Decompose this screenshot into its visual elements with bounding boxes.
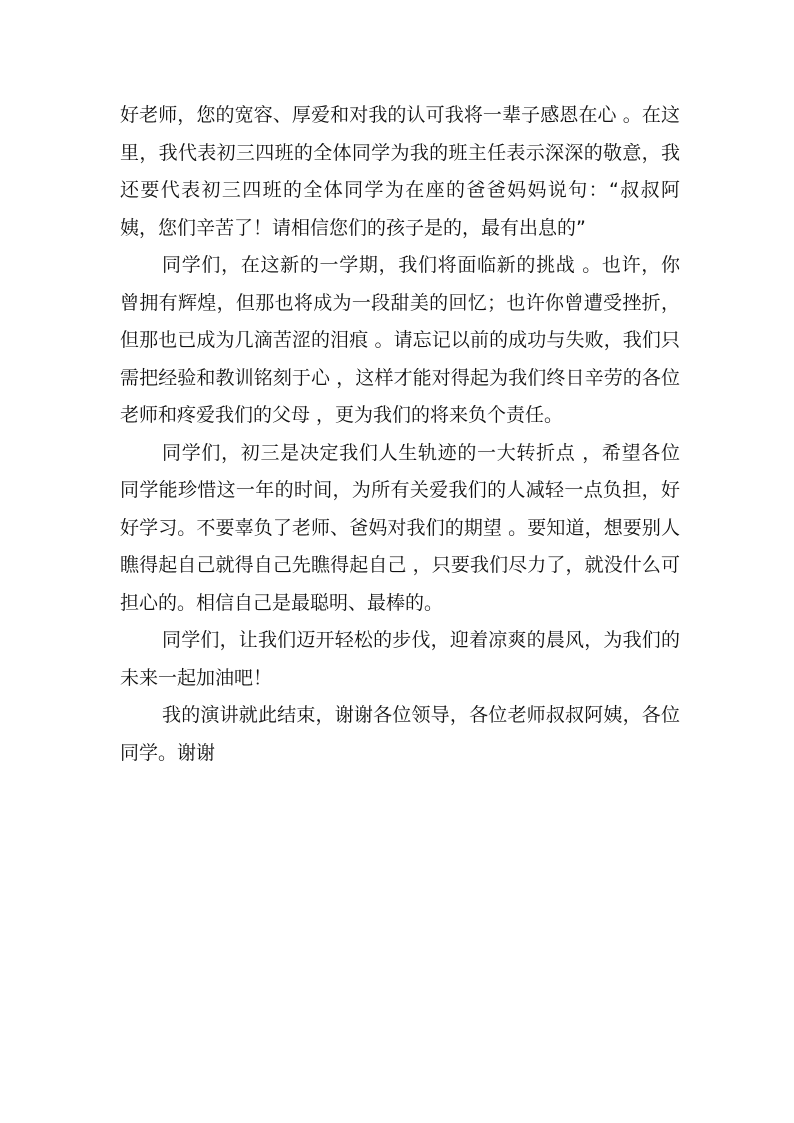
- paragraph-closing-thanks-teacher: 好老师，您的宽容、厚爱和对我的认可我将一辈子感恩在心 。在这里，我代表初三四班的全体同学为我的班主任表示深深的敬意，我还要代表初三四班的全体同学为在座的爸爸妈妈说句：“叔叔阿姨，您们辛苦了！请相信您们的孩子是的，最有出息的”: [120, 104, 680, 239]
- document-body: [120, 97, 680, 772]
- paragraph-new-semester: 同学们，在这新的一学期，我们将面临新的挑战 。也许，你曾拥有辉煌，但那也将成为一段甜美的回忆；也许你曾遭受挫折，但那也已成为几滴苦涩的泪痕 。请忘记以前的成功与失败，我们只需把经验和教训铭刻于心 ，这样才能对得起为我们终日辛劳的各位老师和疼爱我们的父母 ，更为我们的将来负个责任。: [120, 254, 680, 426]
- paragraph-turning-point: 同学们，初三是决定我们人生轨迹的一大转折点 ，希望各位同学能珍惜这一年的时间，为所有关爱我们的人减轻一点负担，好好学习。不要辜负了老师、爸妈对我们的期望 。要知道，想要别人瞧得起自己就得自己先瞧得起自己 ，只要我们尽力了，就没什么可担心的。相信自己是最聪明、最棒的。: [120, 441, 680, 614]
- paragraph-encouragement: 同学们，让我们迈开轻松的步伐，迎着凉爽的晨风，为我们的未来一起加油吧！: [120, 629, 680, 689]
- paragraph-conclusion: 我的演讲就此结束，谢谢各位领导，各位老师叔叔阿姨，各位同学。谢谢: [120, 704, 680, 764]
